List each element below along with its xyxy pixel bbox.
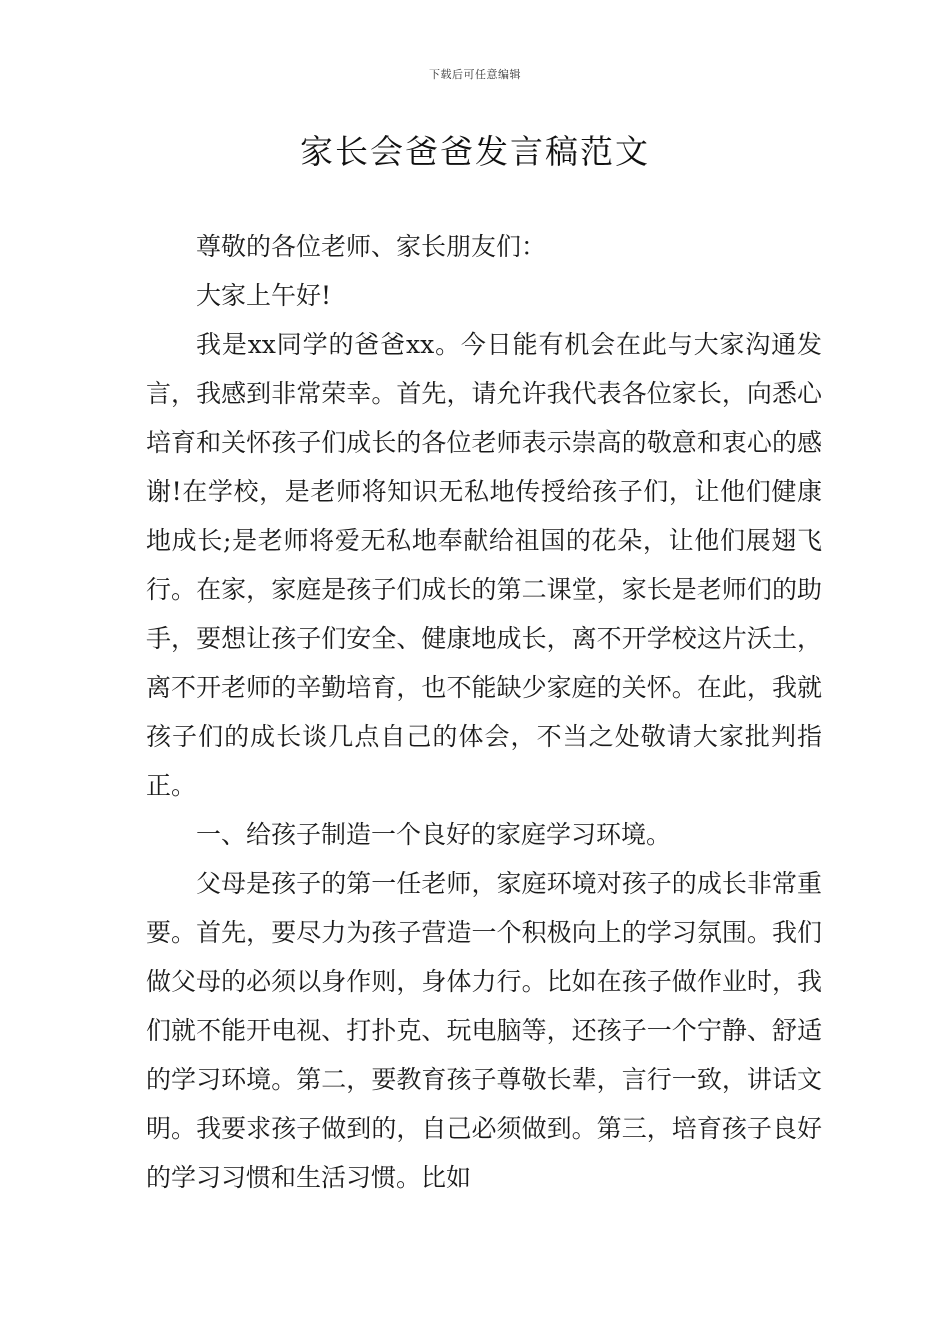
paragraph-introduction: 我是xx同学的爸爸xx。今日能有机会在此与大家沟通发言，我感到非常荣幸。首先，请允许我代表各位家长，向悉心培育和关怀孩子们成长的各位老师表示崇高的敬意和衷心的感谢!在学校，是老师将知识无私地传授给孩子们，让他们健康地成长;是老师将爱无私地奉献给祖国的花朵，让他们展翅飞行。在家，家庭是孩子们成长的第二课堂，家长是老师们的助手，要想让孩子们安全、健康地成长，离不开学校这片沃土，离不开老师的辛勤培育，也不能缺少家庭的关怀。在此，我就孩子们的成长谈几点自己的体会，不当之处敬请大家批判指正。	[146, 330, 822, 800]
paragraph-section-body: 父母是孩子的第一任老师，家庭环境对孩子的成长非常重要。首先，要尽力为孩子营造一个积极向上的学习氛围。我们做父母的必须以身作则，身体力行。比如在孩子做作业时，我们就不能开电视、打扑克、玩电脑等，还孩子一个宁静、舒适的学习环境。第二，要教育孩子尊敬长辈，言行一致，讲话文明。我要求孩子做到的，自己必须做到。第三，培育孩子良好的学习习惯和生活习惯。比如	[146, 869, 822, 1192]
document-title: 家长会爸爸发言稿范文	[300, 132, 650, 171]
document-body	[146, 222, 822, 1202]
header-note: 下载后可任意编辑	[429, 68, 521, 81]
paragraph-section-heading: 一、给孩子制造一个良好的家庭学习环境。	[196, 820, 672, 849]
paragraph-salutation: 尊敬的各位老师、家长朋友们：	[196, 232, 547, 261]
paragraph-greeting: 大家上午好!	[196, 281, 332, 310]
